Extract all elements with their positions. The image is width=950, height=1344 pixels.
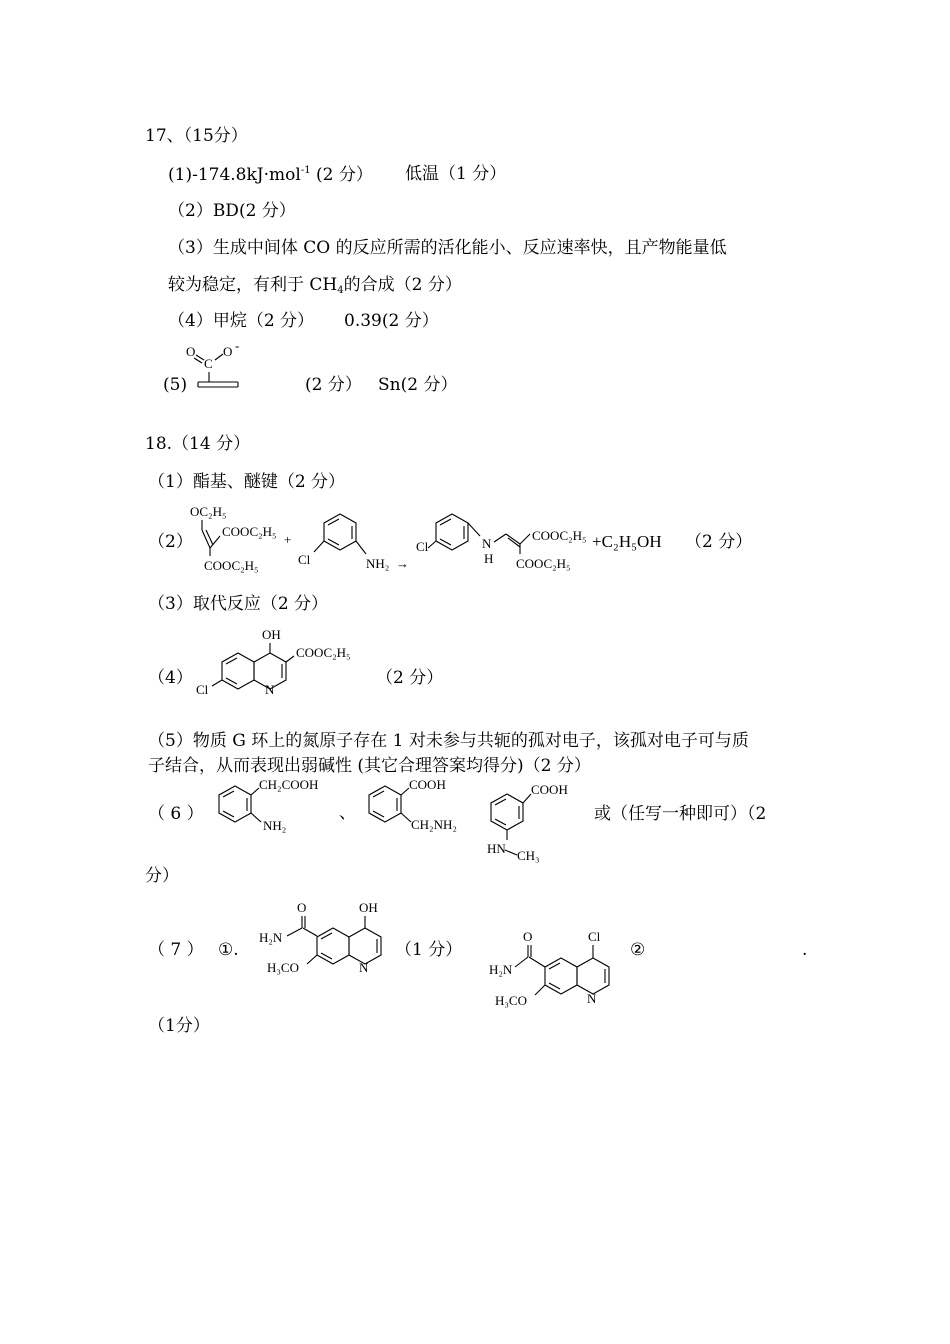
p-tail: +C₂H₅OH <box>592 532 662 551</box>
q4-cl: Cl <box>196 682 209 697</box>
p-bond-nc <box>494 534 506 542</box>
q18-hydroxy-quinoline-structure <box>255 898 395 978</box>
q18-part7-c1: ①. <box>218 940 239 960</box>
q17-part1-score: (2 分） <box>310 165 373 185</box>
r1-oc2h5: OC₂H₅ <box>190 504 227 519</box>
iso2-cooh: COOH <box>409 777 446 792</box>
q17-part3-line2a: 较为稳定，有利于 CH <box>168 275 338 295</box>
q18-part7-score: （1 分） <box>395 940 463 960</box>
q18-part1: （1）酯基、醚键（2 分） <box>148 472 346 492</box>
q17-carboxylate-structure <box>180 340 250 395</box>
q18-part7-c2: ② <box>630 940 646 960</box>
s2-h3co: H₃CO <box>495 993 527 1008</box>
plus-1: + <box>284 532 292 547</box>
iso3-bond1 <box>523 794 531 803</box>
r2-bond-nh2 <box>356 541 366 554</box>
q17-part4-a: （4）甲烷（2 分） <box>168 311 315 331</box>
q17-part5-b: Sn(2 分） <box>378 375 458 395</box>
s1-oh: OH <box>359 900 378 915</box>
p-double1 <box>506 534 520 544</box>
r1-cooc2h5-b: COOC₂H₅ <box>204 558 259 573</box>
r1-double2 <box>206 530 213 545</box>
s2-bond-ring <box>529 957 545 967</box>
q18-part4-label: （4） <box>148 668 193 688</box>
p-h: H <box>484 551 494 566</box>
p-cooc2h5-b: COOC₂H₅ <box>516 556 571 571</box>
iso1-bond1 <box>251 788 259 795</box>
iso1-ch2cooh: CH₂COOH <box>259 777 319 792</box>
s1-bond-ome <box>307 955 317 964</box>
q17-part3-line1: （3）生成中间体 CO 的反应所需的活化能小、反应速率快，且产物能量低 <box>168 238 727 258</box>
p-bond-cl <box>428 541 436 548</box>
r2-ring <box>324 514 356 550</box>
q17-part1-value: (1)-174.8kJ·mol <box>168 165 301 185</box>
arrow: → <box>396 556 409 571</box>
s1-ring-left <box>317 928 349 964</box>
s2-bond-ome <box>535 985 545 995</box>
bond-co1b <box>194 358 202 363</box>
s2-ring-left <box>545 958 577 994</box>
q17-part1 <box>168 166 373 184</box>
iso1-bond2 <box>251 813 261 822</box>
iso1-nh2: NH₂ <box>263 818 287 833</box>
r2-nh2: NH₂ <box>366 556 390 571</box>
q17-part2: （2）BD(2 分） <box>168 201 296 221</box>
q18-part2-label: （2） <box>148 532 193 552</box>
bond-co2 <box>215 354 223 360</box>
q17-header: 17、（15分） <box>145 126 248 146</box>
q18-header: 18.（14 分） <box>145 434 251 454</box>
q18-part7-last: （1分） <box>148 1016 210 1036</box>
q4-oh: OH <box>262 627 281 642</box>
r1-cooc2h5-a: COOC₂H₅ <box>222 524 277 539</box>
iso2-ch2nh2: CH₂NH₂ <box>411 817 457 832</box>
s2-h2n: H₂N <box>489 962 513 977</box>
s1-n: N <box>359 960 369 975</box>
struct-charge: - <box>235 338 240 353</box>
q18-part6-tail: 或（任写一种即可）（2 <box>594 804 767 824</box>
iso3-ch3: CH₃ <box>517 848 540 863</box>
s1-bond-n <box>287 928 302 936</box>
p-cooc2h5-a: COOC₂H₅ <box>532 528 587 543</box>
q18-reaction-equation <box>180 500 700 580</box>
p-bond-c1 <box>520 534 530 544</box>
q18-part6-label: （ 6 ） <box>148 804 204 824</box>
q4-n: N <box>265 682 275 697</box>
q17-part3-line2 <box>168 277 462 296</box>
q18-quinoline-ester-structure <box>190 626 370 701</box>
q4-bond-ester <box>286 656 294 662</box>
iso2-bond2 <box>401 813 411 822</box>
q18-part5-line2: 子结合，从而表现出弱碱性 (其它合理答案均得分)（2 分） <box>148 756 591 776</box>
q18-chloro-quinoline-structure <box>485 925 625 1010</box>
p-ring <box>436 514 468 550</box>
p-cl: Cl <box>416 539 429 554</box>
r2-bond-cl <box>314 541 324 552</box>
iso-sep: 、 <box>339 803 356 822</box>
q18-part3: （3）取代反应（2 分） <box>148 594 329 614</box>
s2-o: O <box>523 929 533 944</box>
q4-cooc2h5: COOC₂H₅ <box>296 645 351 660</box>
iso1-ring <box>219 786 251 822</box>
r2-cl: Cl <box>298 552 311 567</box>
bond-co1 <box>196 355 204 360</box>
p-n: N <box>482 536 492 551</box>
q18-part7-dot: . <box>802 940 808 960</box>
q17-part3-sub: 4 <box>337 285 344 296</box>
s1-h3co: H₃CO <box>267 960 299 975</box>
r1-double1 <box>202 530 210 548</box>
q18-part4-score: （2 分） <box>376 668 444 688</box>
s1-bond-ring <box>303 928 317 936</box>
iso2-bond1 <box>401 788 409 795</box>
q18-part7-label: （ 7 ） <box>148 940 204 960</box>
q17-part1-sup: -1 <box>300 165 311 176</box>
s1-ring-right <box>349 928 381 964</box>
q17-part3-line2b: 的合成（2 分） <box>343 275 462 295</box>
q17-part5-score: (2 分） <box>305 375 362 395</box>
q17-part5-label: (5) <box>163 375 188 395</box>
struct-o1: O <box>186 344 196 359</box>
s1-o: O <box>297 900 307 915</box>
q4-ring-left <box>222 653 254 689</box>
s2-bond-n <box>515 957 528 967</box>
q4-bond-cl <box>212 680 222 686</box>
q18-isomer-structures <box>205 772 595 867</box>
q18-part5-line1: （5）物质 G 环上的氮原子存在 1 对未参与共轭的孤对电子，该孤对电子可与质 <box>148 731 749 751</box>
iso3-hn: HN <box>487 841 506 856</box>
struct-c: C <box>204 356 213 371</box>
s2-ring-right <box>577 958 609 994</box>
struct-o2: O <box>223 344 233 359</box>
q17-part4-b: 0.39(2 分） <box>344 311 439 331</box>
iso3-cooh: COOH <box>531 782 568 797</box>
iso3-ring <box>491 794 523 830</box>
q17-part1-b: 低温（1 分） <box>405 164 507 184</box>
q18-part2-score: （2 分） <box>685 532 753 552</box>
s2-cl: Cl <box>588 929 601 944</box>
s1-h2n: H₂N <box>259 930 283 945</box>
iso3-bond3 <box>505 850 517 855</box>
s2-n: N <box>587 991 597 1006</box>
iso2-ring <box>369 786 401 822</box>
q18-part6-tail2: 分） <box>145 866 179 886</box>
p-bond-n <box>468 523 480 536</box>
